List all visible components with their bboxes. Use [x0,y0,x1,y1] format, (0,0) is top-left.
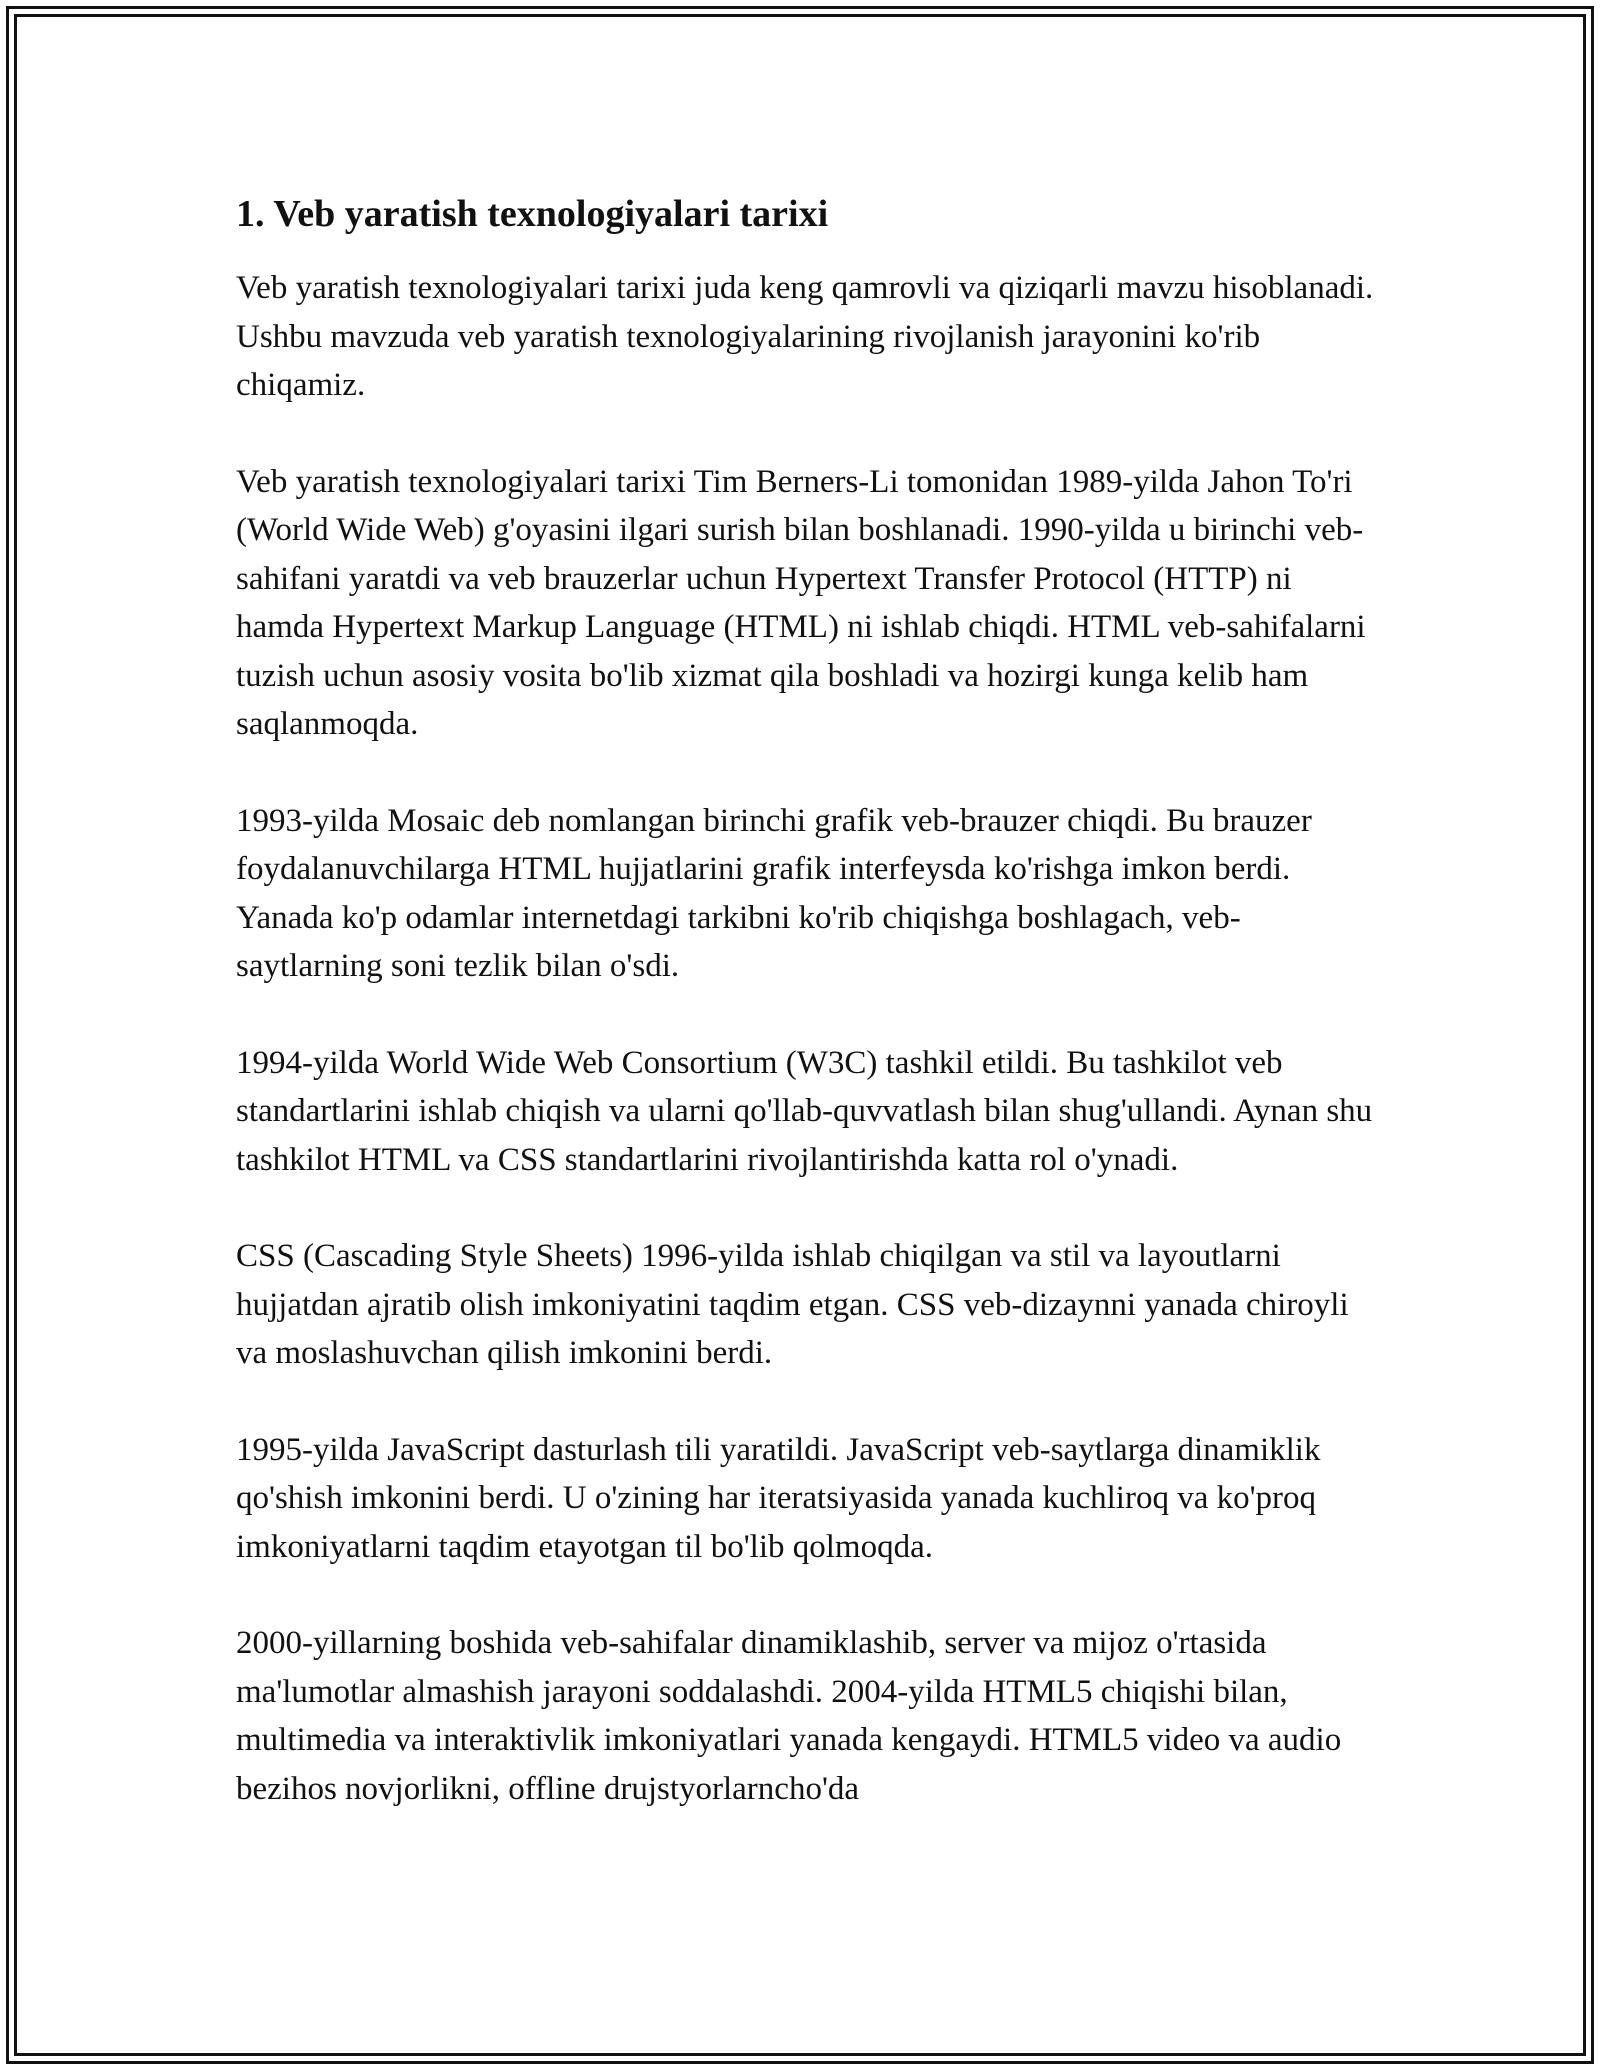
paragraph-intro: Veb yaratish texnologiyalari tarixi juda keng qamrovli va qiziqarli mavzu hisoblanadi. Ushbu mavzuda veb yaratish texnologiyalarining rivojlanish jarayonini ko'rib chiqamiz. [236,270,1374,403]
section-heading: 1. Veb yaratish texnologiyalari tarixi [236,193,829,235]
document-body [236,190,1376,1861]
paragraph-html5: 2000-yillarning boshida veb-sahifalar dinamiklashib, server va mijoz o'rtasida ma'lumotlar almashish jarayoni soddalashdi. 2004-yilda HTML5 chiqishi bilan, multimedia va interaktivlik imkoniyatlari yanada kengaydi. HTML5 video va audio bezihos novjorlikni, offline drujstyorlarncho'da [236,1625,1342,1807]
paragraph-w3c: 1994-yilda World Wide Web Consortium (W3C) tashkil etildi. Bu tashkilot veb standartlarini ishlab chiqish va ularni qo'llab-quvvatlash bilan shug'ullandi. Aynan shu tashkilot HTML va CSS standartlarini rivojlantirishda katta rol o'ynadi. [236,1044,1373,1178]
paragraph-javascript: 1995-yilda JavaScript dasturlash tili yaratildi. JavaScript veb-saytlarga dinamiklik qo'shish imkonini berdi. U o'zining har iteratsiyasida yanada kuchliroq va ko'proq imkoniyatlarni taqdim etayotgan til bo'lib qolmoqda. [236,1431,1321,1565]
paragraph-mosaic: 1993-yilda Mosaic deb nomlangan birinchi grafik veb-brauzer chiqdi. Bu brauzer foydalanuvchilarga HTML hujjatlarini grafik interfeysda ko'rishga imkon berdi. Yanada ko'p odamlar internetdagi tarkibni ko'rib chiqishga boshlagach, veb-saytlarning soni tezlik bilan o'sdi. [236,802,1312,984]
paragraph-berners-lee: Veb yaratish texnologiyalari tarixi Tim Berners-Li tomonidan 1989-yilda Jahon To'ri (World Wide Web) g'oyasini ilgari surish bilan boshlanadi. 1990-yilda u birinchi veb-sahifani yaratdi va veb brauzerlar uchun Hypertext Transfer Protocol (HTTP) ni hamda Hypertext Markup Language (HTML) ni ishlab chiqdi. HTML veb-sahifalarni tuzish uchun asosiy vosita bo'lib xizmat qila boshladi va hozirgi kunga kelib ham saqlanmoqda. [236,463,1366,742]
paragraph-css: CSS (Cascading Style Sheets) 1996-yilda ishlab chiqilgan va stil va layoutlarni hujjatdan ajratib olish imkoniyatini taqdim etgan. CSS veb-dizaynni yanada chiroyli va moslashuvchan qilish imkonini berdi. [236,1238,1349,1371]
